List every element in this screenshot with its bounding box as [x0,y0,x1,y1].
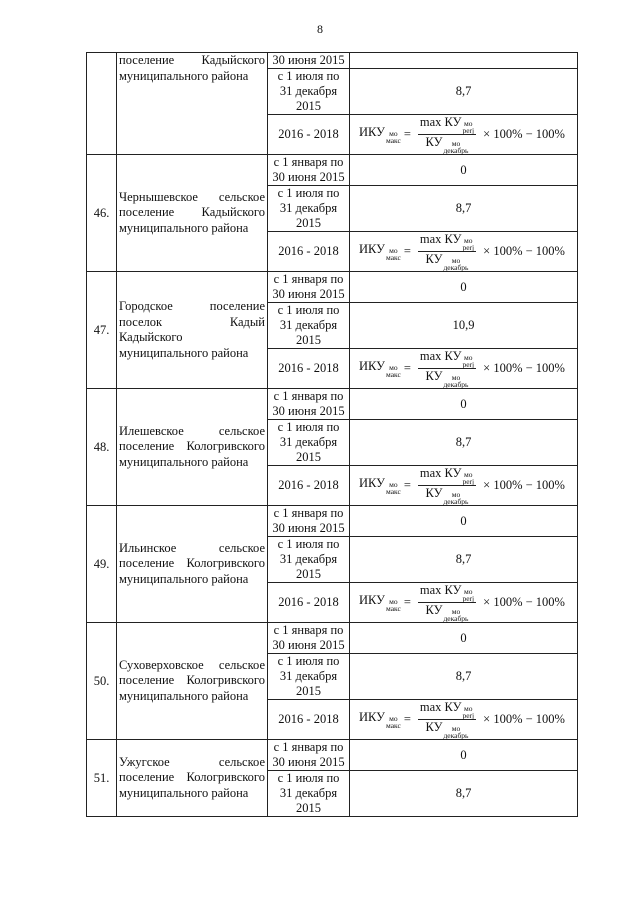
formula-numerator: max КУ мо рerj [419,349,475,369]
row-number: 48. [87,389,117,506]
formula [359,349,568,388]
formula-tail: × 100% − 100% [483,361,565,375]
formula-cell [350,700,578,740]
formula-fraction [418,583,476,622]
formula-cell [350,466,578,506]
formula-fraction [418,700,476,739]
period-cell: с 1 июля по 31 декабря 2015 [268,771,350,817]
formula-lhs: ИКУ мо макс [359,593,401,613]
value-cell: 0 [350,623,578,654]
table-row [87,155,578,186]
municipality-name: Суховерховское сельское поселение Кологривского муниципального района [117,623,268,740]
formula-equals: = [403,361,411,375]
period-cell: с 1 июля по 31 декабря 2015 [268,303,350,349]
formula-cell [350,115,578,155]
table-row [87,53,578,69]
value-cell: 0 [350,272,578,303]
value-cell: 8,7 [350,771,578,817]
municipality-name: поселение Кадыйского муниципального района [117,53,268,155]
value-cell: 8,7 [350,654,578,700]
formula-lhs: ИКУ мо макс [359,359,401,379]
period-cell: с 1 января по 30 июня 2015 [268,623,350,654]
period-cell: с 1 июля по 31 декабря 2015 [268,420,350,466]
formula-cell [350,349,578,389]
value-cell: 8,7 [350,420,578,466]
formula-fraction [418,349,476,388]
formula-numerator: max КУ мо рerj [419,583,475,603]
formula-denominator: КУ мо декабрь [425,486,469,506]
formula-lhs: ИКУ мо макс [359,242,401,262]
formula [359,583,568,622]
municipality-name: Городское поселение поселок Кадый Кадыйского муниципального района [117,272,268,389]
formula-denominator: КУ мо декабрь [425,252,469,272]
row-number: 46. [87,155,117,272]
formula-denominator: КУ мо декабрь [425,720,469,740]
formula-equals: = [403,712,411,726]
row-number: 51. [87,740,117,817]
row-number: 47. [87,272,117,389]
formula [359,466,568,505]
period-cell: 2016 - 2018 [268,232,350,272]
period-cell: с 1 июля по 31 декабря 2015 [268,654,350,700]
period-cell: 30 июня 2015 [268,53,350,69]
formula-cell [350,583,578,623]
formula-lhs: ИКУ мо макс [359,476,401,496]
value-cell: 8,7 [350,186,578,232]
formula-fraction [418,232,476,271]
formula-equals: = [403,127,411,141]
formula-tail: × 100% − 100% [483,712,565,726]
period-cell: с 1 января по 30 июня 2015 [268,740,350,771]
table-row [87,740,578,771]
municipality-name: Ильинское сельское поселение Кологривского муниципального района [117,506,268,623]
row-number: 49. [87,506,117,623]
formula-tail: × 100% − 100% [483,595,565,609]
period-cell: с 1 января по 30 июня 2015 [268,389,350,420]
table-body [87,53,578,817]
table-row [87,389,578,420]
formula-tail: × 100% − 100% [483,127,565,141]
formula-equals: = [403,595,411,609]
formula-tail: × 100% − 100% [483,244,565,258]
formula-denominator: КУ мо декабрь [425,135,469,155]
formula-fraction [418,466,476,505]
formula-equals: = [403,478,411,492]
table-row [87,506,578,537]
period-cell: с 1 января по 30 июня 2015 [268,272,350,303]
formula [359,232,568,271]
municipality-name: Ужугское сельское поселение Кологривского муниципального района [117,740,268,817]
row-number: 50. [87,623,117,740]
formula-denominator: КУ мо декабрь [425,603,469,623]
formula [359,700,568,739]
period-cell: с 1 января по 30 июня 2015 [268,506,350,537]
period-cell: с 1 июля по 31 декабря 2015 [268,69,350,115]
value-cell: 10,9 [350,303,578,349]
formula-lhs: ИКУ мо макс [359,710,401,730]
formula-fraction [418,115,476,154]
value-cell: 8,7 [350,537,578,583]
formula-equals: = [403,244,411,258]
period-cell: 2016 - 2018 [268,115,350,155]
formula-numerator: max КУ мо рerj [419,115,475,135]
formula [359,115,568,154]
formula-numerator: max КУ мо рerj [419,232,475,252]
table-row [87,623,578,654]
formula-tail: × 100% − 100% [483,478,565,492]
period-cell: с 1 июля по 31 декабря 2015 [268,186,350,232]
formula-denominator: КУ мо декабрь [425,369,469,389]
formula-numerator: max КУ мо рerj [419,466,475,486]
period-cell: с 1 июля по 31 декабря 2015 [268,537,350,583]
table-row [87,272,578,303]
value-cell: 0 [350,740,578,771]
formula-lhs: ИКУ мо макс [359,125,401,145]
value-cell: 0 [350,506,578,537]
value-cell: 8,7 [350,69,578,115]
formula-numerator: max КУ мо рerj [419,700,475,720]
formula-cell [350,232,578,272]
period-cell: 2016 - 2018 [268,349,350,389]
municipality-table [86,52,578,817]
value-cell: 0 [350,155,578,186]
value-cell [350,53,578,69]
municipality-name: Чернышевское сельское поселение Кадыйского муниципального района [117,155,268,272]
period-cell: 2016 - 2018 [268,466,350,506]
period-cell: с 1 января по 30 июня 2015 [268,155,350,186]
row-number [87,53,117,155]
municipality-name: Илешевское сельское поселение Кологривского муниципального района [117,389,268,506]
period-cell: 2016 - 2018 [268,583,350,623]
value-cell: 0 [350,389,578,420]
period-cell: 2016 - 2018 [268,700,350,740]
page-number: 8 [317,22,323,36]
